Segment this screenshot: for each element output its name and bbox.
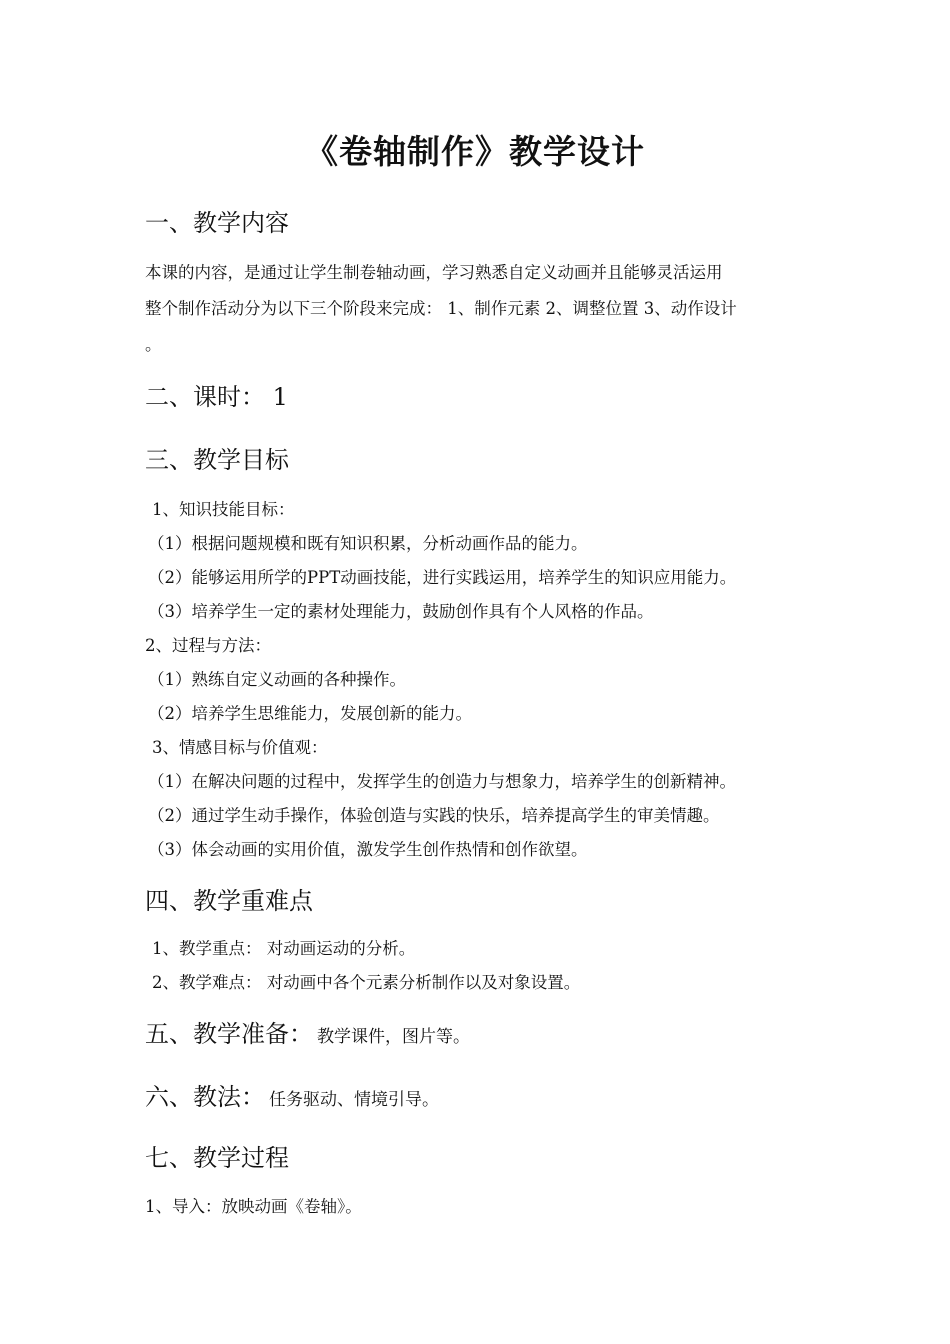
list-item: 1、教学重点： 对动画运动的分析。 <box>152 939 416 958</box>
paragraph-line: 整个制作活动分为以下三个阶段来完成： 1、制作元素 2、调整位置 3、动作设计 <box>145 299 737 318</box>
section-inline-text: 教学课件，图片等。 <box>317 1027 470 1047</box>
section-heading-methods <box>145 1077 439 1112</box>
list-item: 2、教学难点： 对动画中各个元素分析制作以及对象设置。 <box>152 973 581 992</box>
list-item: （1）在解决问题的过程中，发挥学生的创造力与想象力，培养学生的创新精神。 <box>148 772 736 791</box>
section-heading-key-points: 四、教学重难点 <box>145 887 313 915</box>
paragraph-line: 本课的内容，是通过让学生制卷轴动画，学习熟悉自定义动画并且能够灵活运用 <box>145 263 723 282</box>
list-item: 1、导入：放映动画《卷轴》。 <box>145 1197 362 1216</box>
section-heading-process: 七、教学过程 <box>145 1144 289 1172</box>
list-item: 2、过程与方法： <box>145 636 271 655</box>
document-title: 《卷轴制作》教学设计 <box>305 132 645 171</box>
list-item: （1）根据问题规模和既有知识积累，分析动画作品的能力。 <box>148 534 588 553</box>
section-heading-text: 六、教法： <box>145 1083 265 1111</box>
list-item: （2）培养学生思维能力，发展创新的能力。 <box>148 704 472 723</box>
list-item: （1）熟练自定义动画的各种操作。 <box>148 670 406 689</box>
section-heading-content: 一、教学内容 <box>145 209 289 237</box>
section-heading-hours: 二、课时： 1 <box>145 383 288 411</box>
paragraph-line: 。 <box>145 335 162 354</box>
list-item: （2）通过学生动手操作，体验创造与实践的快乐，培养提高学生的审美情趣。 <box>148 806 720 825</box>
section-heading-preparation <box>145 1014 470 1049</box>
list-item: 3、情感目标与价值观： <box>152 738 328 757</box>
list-item: （2）能够运用所学的PPT动画技能，进行实践运用，培养学生的知识应用能力。 <box>148 568 737 587</box>
list-item: （3）体会动画的实用价值，激发学生创作热情和创作欲望。 <box>148 840 588 859</box>
section-inline-text: 任务驱动、情境引导。 <box>269 1090 439 1110</box>
section-heading-text: 五、教学准备： <box>145 1020 313 1048</box>
section-heading-objectives: 三、教学目标 <box>145 446 289 474</box>
list-item: （3）培养学生一定的素材处理能力，鼓励创作具有个人风格的作品。 <box>148 602 654 621</box>
list-item: 1、知识技能目标： <box>152 500 295 519</box>
